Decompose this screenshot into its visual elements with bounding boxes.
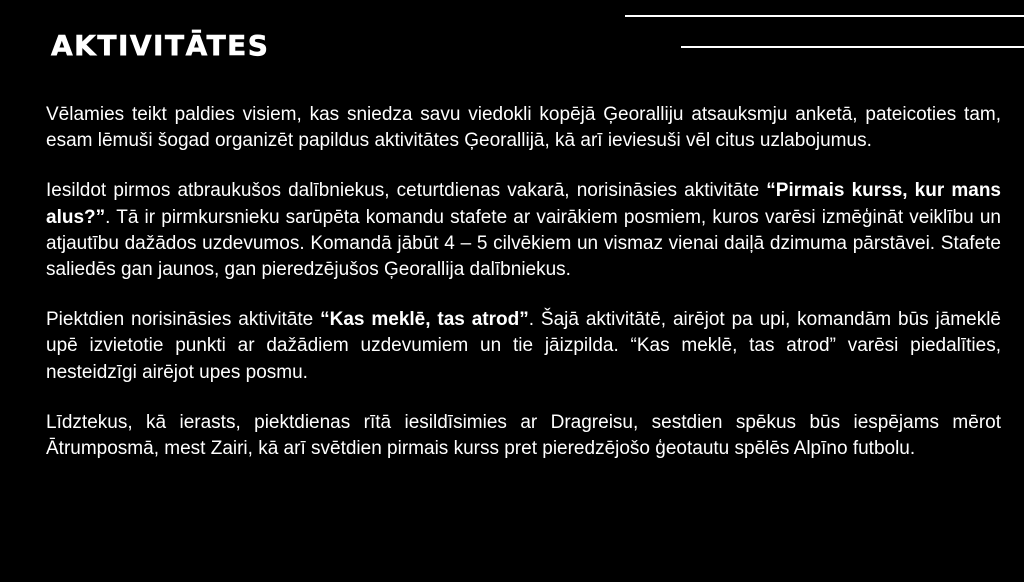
decorative-line-top [625, 15, 1024, 17]
paragraph-first-activity-text-after: . Tā ir pirmkursnieku sarūpēta komandu stafete ar vairākiem posmiem, kuros varēsi izmēģināt veiklību un atjautību dažādos uzdevumos. Komandā jābūt 4 – 5 cilvēkiem un vismaz vienai daiļā dzimuma pārstāvei. Stafete saliedēs gan jaunos, gan pieredzējušos Ģeorallija dalībniekus. [46, 206, 1001, 281]
activity-name-kas-mekle: “Kas meklē, tas atrod” [320, 309, 529, 331]
paragraph-second-activity-text-after: . Šajā aktivitātē, airējot pa upi, komandām būs jāmeklē upē izvietotie punkti ar dažādiem uzdevumiem un tie jāizpilda. “Kas meklē, tas atrod” varēsi piedalīties, nesteidzīgi airējot upes posmu. [46, 309, 1001, 383]
paragraph-other-activities: Līdztekus, kā ierasts, piektdienas rītā iesildīsimies ar Dragreisu, sestdien spēkus būs iespējams mērot Ātrumposmā, mest Zairi, kā arī svētdien pirmais kurss pret pieredzējošo ģeotautu spēlēs Alpīno futbolu. [46, 411, 1001, 460]
activity-name-pirmais-kurss: “Pirmais kurss, kur mans alus?” [46, 180, 1002, 228]
paragraph-second-activity [46, 307, 1001, 386]
paragraph-first-activity [46, 178, 1001, 283]
article-body [46, 102, 1001, 486]
paragraph-second-activity-text-before: Piektdien norisināsies aktivitāte [46, 309, 321, 331]
paragraph-first-activity-text-before: Iesildot pirmos atbraukušos dalībniekus, ceturtdienas vakarā, norisināsies aktivitāte [46, 180, 767, 202]
page-title: AKTIVITĀTES [51, 29, 270, 62]
paragraph-intro: Vēlamies teikt paldies visiem, kas sniedza savu viedokli kopējā Ģeoralliju atsauksmju anketā, pateicoties tam, esam lēmuši šogad organizēt papildus aktivitātes Ģeorallijā, kā arī ieviesuši vēl citus uzlabojumus. [46, 104, 1001, 152]
decorative-line-bottom [681, 46, 1024, 48]
